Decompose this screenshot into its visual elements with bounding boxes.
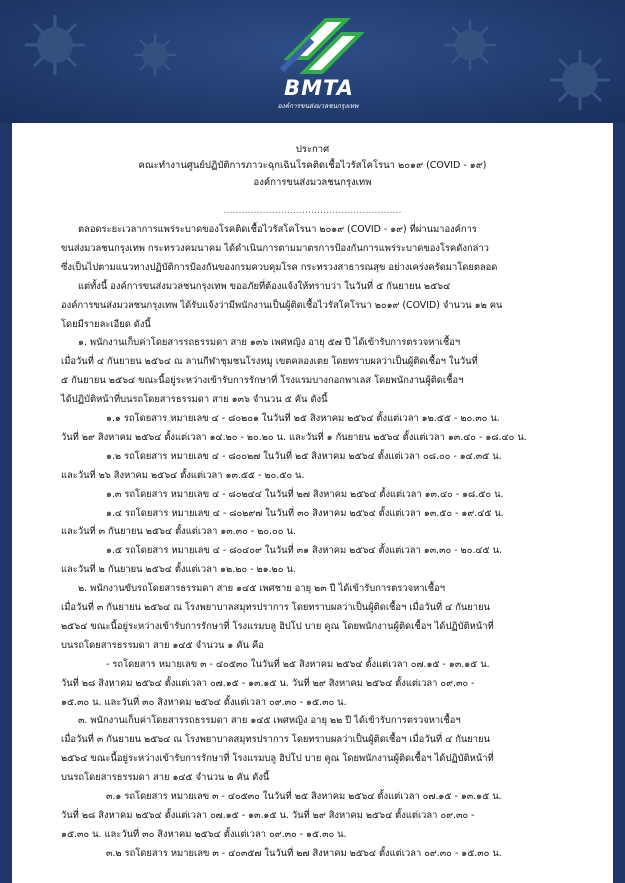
body-line: องค์การขนส่งมวลชนกรุงเทพ ได้รับแจ้งว่ามีพนักงานเป็นผู้ติดเชื้อไวรัสโคโรนา ๒๐๑๙ (COVID) จำนวน ๑๒ คน [61,299,503,311]
body-line: ๒๕๖๔ ขณะนี้อยู่ระหว่างเข้ารับการรักษาที่ โรงแรมบลู ฮิปโป บาย คูณ โดยพนักงานผู้ติดเชื้อฯ ได้ปฏิบัติหน้าที่ [61,620,494,632]
body-line: ขนส่งมวลชนกรุงเทพ กระทรวงคมนาคม ได้ดำเนินการตามมาตรการป้องกันการแพร่ระบาดของโรคดังกล่าว [61,242,489,254]
brand-name: BMTA [284,76,354,100]
body-line: ๒. พนักงานขับรถโดยสารธรรมดา สาย ๑๔๕ เพศชาย อายุ ๒๓ ปี ได้เข้ารับการตรวจหาเชื้อฯ [78,583,445,595]
body-line: วันที่ ๒๘ สิงหาคม ๒๕๖๔ ตั้งแต่เวลา ๐๗.๑๕ - ๑๓.๑๕ น. วันที่ ๒๙ สิงหาคม ๒๕๖๔ ตั้งแต่เวลา ๐๙.๓๐ - [61,809,475,821]
header-banner [0,0,625,123]
body-line: - รถโดยสาร หมายเลข ๓ - ๔๐๕๓๐ ในวันที่ ๒๕ สิงหาคม ๒๕๖๔ ตั้งแต่เวลา ๐๗.๑๕ - ๑๓.๑๕ น. [106,658,490,670]
body-line: เมื่อวันที่ ๓ กันยายน ๒๕๖๔ ณ โรงพยาบาลสมุทรปราการ โดยทราบผลว่าเป็นผู้ติดเชื้อฯ เมื่อวันที่ ๔ กันยายน [61,602,490,613]
virus-icon [440,15,500,75]
body-line: ๑๕.๓๐ น. และวันที่ ๓๐ สิงหาคม ๒๕๖๔ ตั้งแต่เวลา ๐๙.๓๐ - ๑๕.๓๐ น. [61,828,347,840]
committee-title: คณะทำงานศูนย์ปฏิบัติการภาวะฉุกเฉินโรคติดเชื้อไวรัสโคโรนา ๒๐๑๙ (COVID - ๑๙) [138,160,487,171]
announcement-heading: ประกาศ [295,144,330,155]
body-line: ๓. พนักงานเก็บค่าโดยสารรถธรรมดา สาย ๑๔๕ เพศหญิง อายุ ๒๒ ปี ได้เข้ารับการตรวจหาเชื้อฯ [78,715,461,727]
body-line: ๑.๔ รถโดยสาร หมายเลข ๔ - ๘๐๒๙๗ ในวันที่ ๓๐ สิงหาคม ๒๕๖๔ ตั้งแต่เวลา ๑๓.๕๐ - ๑๙.๔๕ น. [106,507,504,519]
body-line: ๓.๑ รถโดยสาร หมายเลข ๓ - ๔๐๕๓๐ ในวันที่ ๒๕ สิงหาคม ๒๕๖๔ ตั้งแต่เวลา ๐๗.๑๕ - ๑๓.๑๕ น. [106,791,502,802]
separator: ........................................................... [223,205,402,216]
body-line: บนรถโดยสารธรรมดา สาย ๑๔๕ จำนวน ๑ คัน คือ [61,639,264,651]
announcement-document [12,123,613,883]
virus-icon [130,30,180,80]
body-line: ๕ กันยายน ๒๕๖๔ ขณะนี้อยู่ระหว่างเข้ารับการรักษาที่ โรงแรมบางกอกพาเลส โดยพนักงานผู้ติดเชื้อฯ [61,375,464,387]
body-line: ๓.๒ รถโดยสาร หมายเลข ๓ - ๔๐๓๕๗ ในวันที่ ๒๗ สิงหาคม ๒๕๖๔ ตั้งแต่เวลา ๐๙.๓๐ - ๑๕.๓๐ น. [106,847,502,859]
body-line: วันที่ ๒๘ สิงหาคม ๒๕๖๔ ตั้งแต่เวลา ๐๗.๑๕ - ๑๓.๑๕ น. วันที่ ๒๙ สิงหาคม ๒๕๖๔ ตั้งแต่เวลา ๐๙.๓๐ - [61,677,475,689]
body-line: วันที่ ๒๙ สิงหาคม ๒๕๖๔ ตั้งแต่เวลา ๑๔.๒๐ - ๒๐.๒๐ น. และวันที่ ๑ กันยายน ๒๕๖๔ ตั้งแต่เวลา ๑๓.๔๐ - ๑๘.๔๐ น. [61,431,527,443]
body-line: แต่ทั้งนี้ องค์การขนส่งมวลชนกรุงเทพ ขออภัยที่ต้องแจ้งให้ทราบว่า ในวันที่ ๕ กันยายน ๒๕๖๔ [78,280,451,292]
body-line: เมื่อวันที่ ๓ กันยายน ๒๕๖๔ ณ โรงพยาบาลสมุทรปราการ โดยทราบผลว่าเป็นผู้ติดเชื้อฯ เมื่อวันที่ ๔ กันยายน [61,734,490,746]
body-line: ซึ่งเป็นไปตามแนวทางปฏิบัติการป้องกันของกรมควบคุมโรค กระทรวงสาธารณสุข อย่างเคร่งครัดมาโดยตลอด [61,261,498,273]
organization-title: องค์การขนส่งมวลชนกรุงเทพ [253,177,372,188]
body-line: ๑.๕ รถโดยสาร หมายเลข ๔ - ๘๐๔๐๙ ในวันที่ ๓๑ สิงหาคม ๒๕๖๔ ตั้งแต่เวลา ๑๓.๓๐ - ๒๐.๔๕ น. [106,545,502,557]
brand-subtitle: องค์การขนส่งมวลชนกรุงเทพ [277,102,359,110]
body-line: เมื่อวันที่ ๔ กันยายน ๒๕๖๔ ณ ลานกีฬาชุมชนโรงหมู เขตคลองเตย โดยทราบผลว่าเป็นผู้ติดเชื้อฯ ในวันที่ [61,356,478,368]
body-line: ๑.๓ รถโดยสาร หมายเลข ๔ - ๘๐๒๔๔ ในวันที่ ๒๗ สิงหาคม ๒๕๖๔ ตั้งแต่เวลา ๑๓.๔๐ - ๑๘.๕๐ น. [106,488,504,500]
body-line: ๑. พนักงานเก็บค่าโดยสารรถธรรมดา สาย ๑๓๖ เพศหญิง อายุ ๕๗ ปี ได้เข้ารับการตรวจหาเชื้อฯ [78,337,461,349]
body-line: และวันที่ ๓ กันยายน ๒๕๖๔ ตั้งแต่เวลา ๑๓.๓๐ - ๒๐.๐๐ น. [61,526,296,538]
body-line: ๑.๑ รถโดยสาร หมายเลข ๔ - ๘๐๒๐๑ ในวันที่ ๒๕ สิงหาคม ๒๕๖๔ ตั้งแต่เวลา ๑๒.๕๕ - ๒๐.๓๐ น. [106,413,500,424]
virus-icon [20,10,90,80]
body-line: ๑.๒ รถโดยสาร หมายเลข ๔ - ๘๐๐๒๗ ในวันที่ ๒๕ สิงหาคม ๒๕๖๔ ตั้งแต่เวลา ๐๘.๐๐ - ๑๔.๓๕ น. [106,450,502,462]
body-line: โดยมีรายละเอียด ดังนี้ [61,318,151,330]
body-line: บนรถโดยสารธรรมดา สาย ๑๔๕ จำนวน ๒ คัน ดังนี้ [61,772,270,784]
virus-icon [545,45,615,115]
body-line: ได้ปฏิบัติหน้าที่บนรถโดยสารธรรมดา สาย ๑๓๖ จำนวน ๕ คัน ดังนี้ [61,394,328,406]
body-line: ตลอดระยะเวลาการแพร่ระบาดของโรคติดเชื้อไวรัสโคโรนา ๒๐๑๙ (COVID - ๑๙) ที่ผ่านมาองค์การ [78,224,477,235]
body-line: ๒๕๖๔ ขณะนี้อยู่ระหว่างเข้ารับการรักษาที่ โรงแรมบลู ฮิปโป บาย คูณ โดยพนักงานผู้ติดเชื้อฯ ได้ปฏิบัติหน้าที่ [61,753,494,765]
body-line: และวันที่ ๒๖ สิงหาคม ๒๕๖๔ ตั้งแต่เวลา ๑๓.๕๕ - ๒๐.๕๐ น. [61,469,305,481]
body-line: ๑๕.๓๐ น. และวันที่ ๓๐ สิงหาคม ๒๕๖๔ ตั้งแต่เวลา ๐๙.๓๐ - ๑๕.๓๐ น. [61,696,347,708]
body-line: และวันที่ ๒ กันยายน ๒๕๖๔ ตั้งแต่เวลา ๑๒.๒๐ - ๒๑.๒๐ น. [61,564,296,576]
